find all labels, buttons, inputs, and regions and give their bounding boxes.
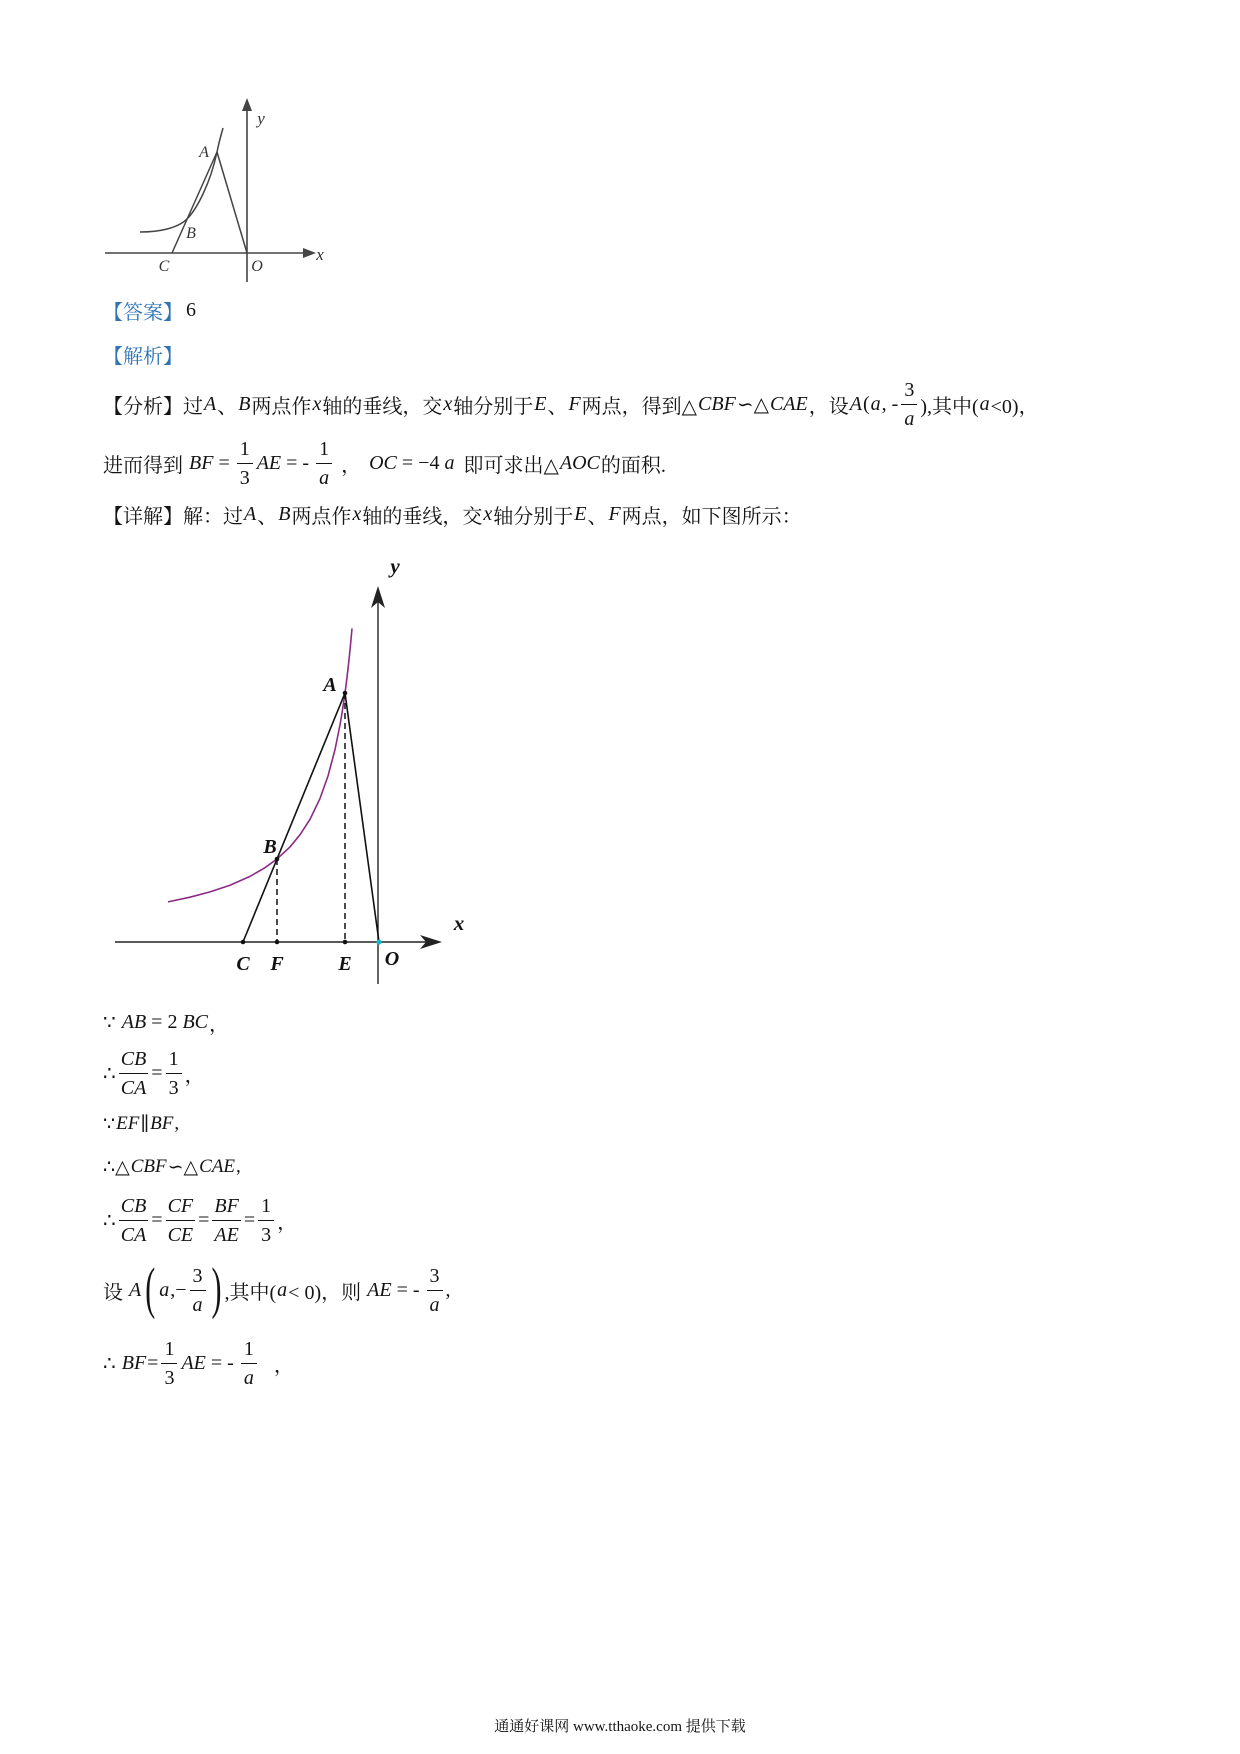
fraction-denominator: 3: [261, 1223, 272, 1246]
step-7: [103, 1331, 294, 1395]
math-variable: E: [534, 392, 547, 415]
label-b: B: [186, 225, 196, 242]
text-run: ),其中(: [920, 395, 979, 418]
text-run: ，: [341, 454, 362, 477]
math-variable: AE: [181, 1351, 206, 1374]
fraction: [161, 1335, 177, 1392]
math-variable: AE: [256, 451, 282, 474]
fraction-numerator: 1: [258, 1192, 274, 1221]
therefore-symbol: ∴: [103, 1352, 116, 1375]
label-c: C: [158, 258, 170, 275]
label-o: O: [251, 258, 263, 275]
text-run: 、: [217, 395, 238, 418]
text-run: 过: [183, 395, 203, 418]
text-run: 两点，如下图所示：: [621, 505, 802, 528]
math-variable: BF: [189, 451, 214, 474]
left-parenthesis: (: [145, 1257, 156, 1321]
fraction-numerator: BF: [212, 1192, 240, 1221]
fraction-denominator: 3: [164, 1366, 175, 1389]
fraction-numerator: 3: [901, 376, 917, 405]
point-a: [343, 691, 348, 696]
fraction-denominator: CA: [120, 1076, 147, 1099]
analysis-label: 【分析】: [103, 395, 183, 418]
math-variable: AB: [121, 1010, 147, 1033]
math-variable: OC: [369, 451, 397, 474]
text-run: ，设: [808, 395, 849, 418]
label-a: A: [199, 144, 209, 161]
solution-label: 【解析】: [103, 345, 183, 368]
math-variable: x: [483, 502, 493, 525]
math-variable: A: [849, 392, 862, 415]
math-variable: BF: [121, 1351, 147, 1374]
label-x: x: [316, 245, 324, 264]
math-variable: E: [574, 502, 587, 525]
because-symbol: ∵: [103, 1113, 116, 1135]
math-variable: a: [444, 451, 455, 474]
fraction-numerator: CF: [166, 1192, 196, 1221]
hyperbola-curve: [168, 628, 352, 902]
text-run: 轴分别于: [453, 395, 534, 418]
text-run: ，: [273, 1354, 294, 1377]
fraction-denominator: 3: [239, 466, 250, 489]
math-variable: EF: [116, 1113, 140, 1134]
point-e: [343, 940, 348, 945]
text-run: 即可求出△: [463, 454, 559, 477]
detail-line: [103, 482, 802, 546]
math-variable: a: [870, 392, 881, 415]
parallel-symbol: ∥: [140, 1113, 150, 1135]
fraction-numerator: 1: [166, 1045, 182, 1074]
math-variable: x: [312, 392, 322, 415]
text-run: 、: [547, 395, 568, 418]
text-run: 轴分别于: [493, 505, 574, 528]
math-variable: CBF: [698, 392, 736, 415]
text-run: = -: [396, 1278, 420, 1301]
math-variable: B: [238, 392, 251, 415]
figure-main: [105, 550, 475, 990]
label-y: y: [390, 554, 400, 578]
x-axis-arrow: [303, 248, 316, 258]
fraction-numerator: CB: [119, 1045, 149, 1074]
math-variable: CAE: [769, 392, 808, 415]
equals-sign: =: [151, 1061, 163, 1084]
text-run: ,其中(: [224, 1281, 277, 1304]
math-variable: a: [979, 392, 990, 415]
math-variable: AE: [367, 1278, 392, 1301]
fraction-numerator: CB: [119, 1192, 149, 1221]
text-run: ，: [184, 1064, 205, 1087]
fraction-denominator: a: [904, 407, 915, 430]
footer-credit: 通通好课网 www.tthaoke.com 提供下载: [494, 1719, 746, 1735]
math-variable: F: [608, 502, 621, 525]
math-variable: a: [159, 1278, 170, 1301]
step-5: [103, 1188, 297, 1252]
label-c: C: [236, 953, 250, 975]
fraction: [212, 1192, 240, 1249]
text-run: 设: [103, 1281, 123, 1304]
text-run: 轴的垂线，交: [362, 505, 483, 528]
fraction-denominator: AE: [214, 1223, 239, 1246]
math-variable: BC: [182, 1010, 209, 1033]
math-variable: x: [443, 392, 453, 415]
text-run: ，: [277, 1211, 298, 1234]
math-variable: A: [129, 1278, 142, 1301]
similar-symbol: ∽△: [167, 1156, 199, 1178]
fraction-denominator: 3: [168, 1076, 179, 1099]
math-variable: CBF: [130, 1156, 167, 1177]
fraction-denominator: a: [319, 466, 330, 489]
text-run: < 0)，则: [288, 1281, 362, 1304]
text-run: = 2: [151, 1010, 178, 1033]
detail-label: 【详解】: [103, 505, 183, 528]
answer-value: 6: [186, 298, 196, 321]
fraction-denominator: CE: [167, 1223, 194, 1246]
fraction-denominator: a: [192, 1293, 203, 1316]
label-e: E: [338, 953, 352, 975]
fraction: [258, 1192, 274, 1249]
label-f: F: [270, 953, 284, 975]
label-a: A: [323, 674, 337, 696]
text-run: 的面积.: [600, 454, 666, 477]
segment-ca: [243, 693, 345, 942]
text-run: ,: [236, 1156, 241, 1177]
text-run: 轴的垂线，交: [322, 395, 443, 418]
fraction-denominator: a: [243, 1366, 254, 1389]
fraction-numerator: 1: [237, 435, 253, 464]
fraction: [901, 376, 917, 433]
text-run: ∽△: [736, 393, 769, 416]
fraction: [427, 1262, 443, 1319]
text-run: 两点作: [291, 505, 352, 528]
label-b: B: [263, 836, 277, 858]
text-run: = −4: [401, 451, 440, 474]
math-variable: A: [244, 502, 257, 525]
text-run: ,: [174, 1113, 180, 1134]
hyperbola-curve: [140, 128, 223, 232]
text-run: 两点作: [251, 395, 312, 418]
therefore-symbol: ∴: [103, 1209, 116, 1232]
math-variable: CAE: [199, 1156, 236, 1177]
fraction-numerator: 1: [316, 435, 332, 464]
because-symbol: ∵: [103, 1011, 116, 1034]
math-variable: a: [277, 1278, 288, 1301]
text-run: (: [862, 392, 870, 415]
segment-ao: [217, 152, 247, 253]
answer-label: 【答案】: [103, 301, 183, 324]
math-variable: x: [352, 502, 362, 525]
math-variable: F: [568, 392, 581, 415]
label-x: x: [453, 911, 465, 935]
fraction-numerator: 1: [161, 1335, 177, 1364]
text-run: <0)，: [990, 395, 1039, 418]
y-axis-arrow: [242, 98, 252, 111]
equals-sign: =: [198, 1208, 210, 1231]
math-variable: BF: [150, 1113, 174, 1134]
right-parenthesis: ): [211, 1257, 222, 1321]
analysis-line-1: [103, 372, 1039, 436]
text-run: 、: [587, 505, 608, 528]
point-o: [376, 939, 381, 944]
text-run: 、: [257, 505, 278, 528]
text-run: 解：过: [183, 505, 243, 528]
equals-sign: =: [147, 1351, 159, 1374]
fraction-denominator: a: [429, 1293, 440, 1316]
fraction: [166, 1192, 196, 1249]
math-variable: A: [204, 392, 217, 415]
equals-sign: =: [151, 1208, 163, 1231]
math-variable: B: [278, 502, 291, 525]
text-run: = -: [210, 1351, 234, 1374]
point-c: [241, 940, 246, 945]
figure-top: [100, 90, 340, 290]
label-y: y: [257, 109, 265, 128]
fraction: [119, 1192, 149, 1249]
point-f: [275, 940, 280, 945]
label-o: O: [384, 948, 400, 970]
text-run: ,: [445, 1278, 451, 1301]
text-run: = -: [286, 451, 310, 474]
step-6: [103, 1258, 451, 1322]
fraction-denominator: CA: [120, 1223, 147, 1246]
text-run: ，: [209, 1013, 230, 1036]
fraction-numerator: 3: [427, 1262, 443, 1291]
text-run: ,−: [170, 1278, 187, 1301]
text-run: , -: [881, 392, 899, 415]
fraction: [241, 1335, 257, 1392]
text-run: ∴△: [103, 1156, 130, 1178]
fraction: [190, 1262, 206, 1319]
text-run: 两点，得到△: [581, 395, 698, 418]
therefore-symbol: ∴: [103, 1062, 116, 1085]
fraction-numerator: 1: [241, 1335, 257, 1364]
math-variable: AOC: [559, 451, 600, 474]
text-run: 进而得到: [103, 454, 183, 477]
fraction-numerator: 3: [190, 1262, 206, 1291]
segment-ao: [345, 693, 379, 942]
equals-sign: =: [218, 451, 230, 474]
equals-sign: =: [243, 1208, 256, 1231]
